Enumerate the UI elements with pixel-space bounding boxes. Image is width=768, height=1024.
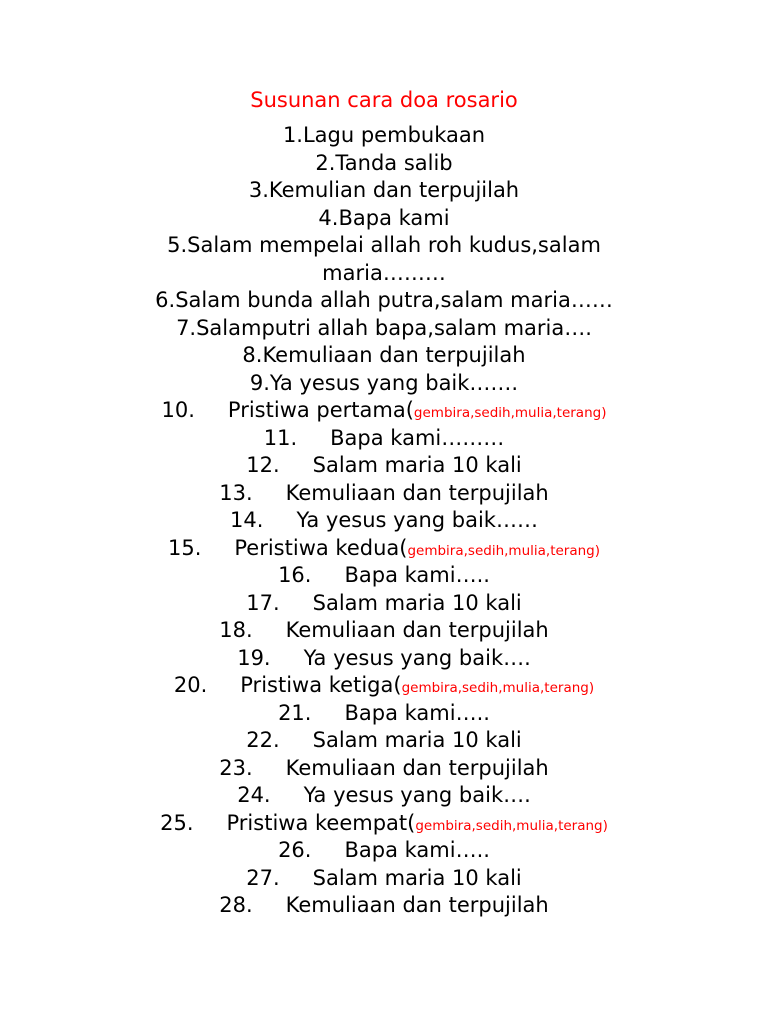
list-item [0,507,768,535]
item-number: 24. [237,783,271,807]
list-item: 4.Bapa kami [318,205,450,230]
list-item [0,782,768,810]
item-text: Bapa kami….. [344,700,490,725]
item-number: 28. [219,893,253,917]
list-item [0,617,768,645]
list-item: 5.Salam mempelai allah roh kudus,salam [167,233,601,257]
list-item [0,810,768,838]
mystery-type-note: gembira,sedih,mulia,terang) [413,405,607,421]
item-text: Kemuliaan dan terpujilah [285,480,549,505]
item-number: 26. [278,838,312,862]
list-item [0,425,768,453]
list-item [0,892,768,920]
list-item: 9.Ya yesus yang baik……. [249,370,519,395]
item-text: Pristiwa pertama( [227,398,414,422]
item-number: 25. [160,810,194,835]
item-number: 19. [237,645,271,670]
list-item: 3.Kemulian dan terpujilah [248,178,520,202]
list-item [0,672,768,700]
list-item: 1.Lagu pembukaan [282,123,486,147]
item-text: Ya yesus yang baik…… [296,508,538,532]
list-item: 8.Kemuliaan dan terpujilah [242,343,526,367]
item-text: Salam maria 10 kali [312,590,522,615]
item-text: Salam maria 10 kali [312,865,522,890]
item-text: Pristiwa ketiga( [240,673,402,697]
list-item [0,562,768,590]
mystery-type-note: gembira,sedih,mulia,terang) [401,680,595,696]
prayer-steps-list [0,122,768,397]
item-number: 22. [246,728,280,752]
list-item [0,700,768,728]
item-text: Peristiwa kedua( [234,535,408,560]
item-text: Ya yesus yang baik…. [303,783,531,807]
mystery-type-note: gembira,sedih,mulia,terang) [407,542,601,559]
mystery-type-note: gembira,sedih,mulia,terang) [415,817,608,834]
list-item [0,480,768,508]
list-item [0,397,768,425]
list-item [0,645,768,673]
list-item [0,727,768,755]
list-item [0,755,768,783]
list-item [0,865,768,893]
item-number: 16. [278,563,312,587]
item-text: Bapa kami….. [344,838,490,862]
item-number: 11. [263,425,298,450]
list-item: 2.Tanda salib [315,150,453,175]
list-item: 7.Salamputri allah bapa,salam maria…. [176,315,592,340]
item-number: 23. [219,755,253,780]
item-text: Pristiwa keempat( [226,810,416,835]
item-text: Bapa kami….. [344,563,490,587]
list-item [0,837,768,865]
item-text: Kemuliaan dan terpujilah [285,893,549,917]
item-number: 10. [161,398,195,422]
item-text: Bapa kami……… [330,425,505,450]
item-number: 15. [167,535,202,560]
item-text: Salam maria 10 kali [312,728,522,752]
item-text: Kemuliaan dan terpujilah [285,618,549,642]
list-item [0,452,768,480]
item-text: Kemuliaan dan terpujilah [285,755,549,780]
item-number: 21. [278,700,312,725]
list-item: maria……… [322,260,446,285]
item-number: 27. [246,865,280,890]
item-text: Ya yesus yang baik…. [303,645,531,670]
item-text: Salam maria 10 kali [312,453,522,477]
item-number: 12. [246,453,280,477]
list-item [0,590,768,618]
list-item: 6.Salam bunda allah putra,salam maria…… [155,288,613,312]
list-item [0,535,768,563]
item-number: 14. [230,508,264,532]
item-number: 17. [246,590,280,615]
document-title: Susunan cara doa rosario [250,88,518,112]
numbered-steps-list [0,397,768,920]
item-number: 18. [219,618,253,642]
item-number: 20. [173,673,208,697]
item-number: 13. [219,480,253,505]
